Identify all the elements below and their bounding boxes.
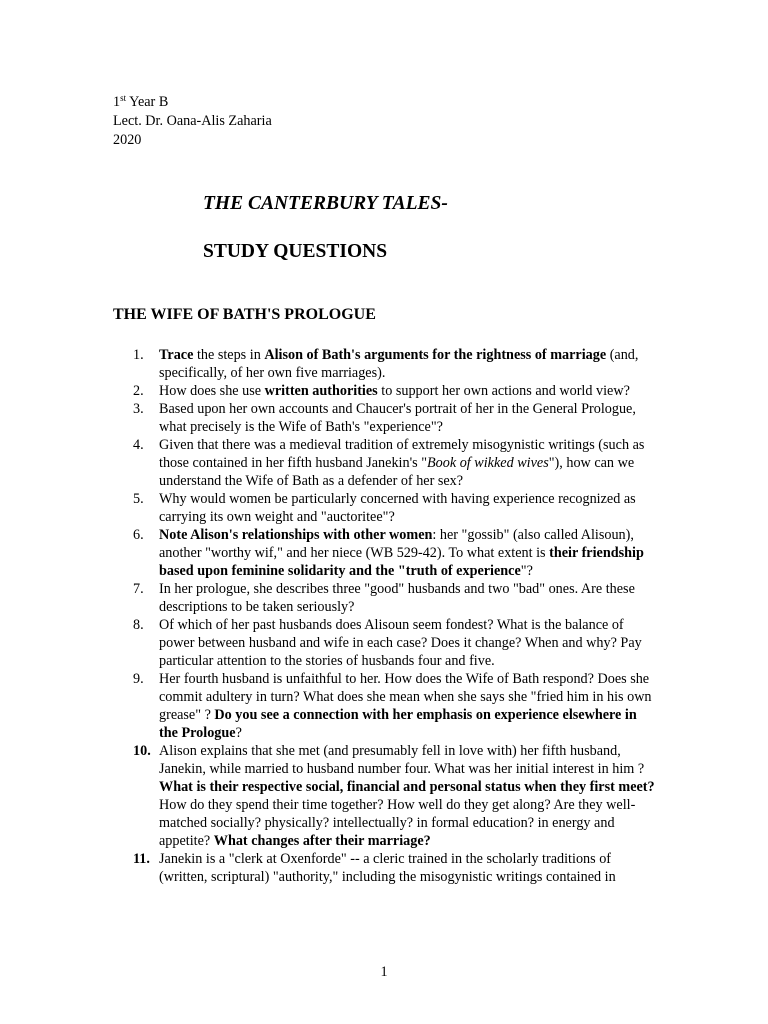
question-item [113,346,658,382]
question-text: Do you see a connection with her emphasis on experience elsewhere in the Prologue [159,707,637,741]
question-number: 8. [133,617,144,633]
question-number: 5. [133,491,144,507]
question-text: Janekin is a "clerk at Oxenforde" -- a cleric trained in the scholarly traditions of (written, scriptural) "authority," including the misogynistic writings contained in [159,851,616,885]
question-item [113,616,658,670]
question-number: 2. [133,383,144,399]
document-subtitle: STUDY QUESTIONS [203,241,388,262]
question-item [113,670,658,742]
question-text: Given that there was a medieval tradition of extremely misogynistic writings (such as those contained in her fifth husband Janekin's " [159,437,645,471]
question-text: "? [520,563,533,579]
question-item [113,526,658,580]
question-text: What changes after their marriage? [213,833,431,849]
course-year: 1st Year B [113,93,169,110]
question-text: How do they spend their time together? How well do they get along? Are they well-matched socially? physically? intellectually? in formal education? in energy and appetite? [159,797,636,849]
question-text: Trace [159,347,194,363]
question-number: 9. [133,671,144,687]
question-text: Why would women be particularly concerned with having experience recognized as carrying its own weight and "auctoritee"? [159,491,636,525]
question-text: Alison explains that she met (and presumably fell in love with) her fifth husband, Janekin, while married to husband number four. What was her initial interest in him ? [159,743,645,777]
question-text: their friendship based upon feminine solidarity and the "truth of experience [159,545,644,579]
question-number: 11. [133,851,150,867]
question-text: Based upon her own accounts and Chaucer's portrait of her in the General Prologue, what precisely is the Wife of Bath's "experience"? [159,401,636,435]
question-item [113,400,658,436]
question-text: What is their respective social, financial and personal status when they first meet? [159,779,655,795]
question-text: In her prologue, she describes three "good" husbands and two "bad" ones. Are these descriptions to be taken seriously? [159,581,635,615]
question-text: the steps in [193,347,265,363]
question-text: to support her own actions and world view? [377,383,630,399]
document-title: THE CANTERBURY TALES- [203,193,448,214]
question-text: (and, specifically, of her own five marriages). [159,347,639,381]
page-number: 1 [380,964,388,980]
question-item [113,382,658,400]
question-item [113,742,658,850]
question-item [113,580,658,616]
question-number: 4. [133,437,144,453]
question-number: 3. [133,401,144,417]
document-year: 2020 [113,132,142,148]
question-item [113,850,658,886]
question-text: Alison of Bath's arguments for the rightness of marriage [264,347,607,363]
document-header [113,93,272,150]
question-number: 7. [133,581,144,597]
question-text: written authorities [264,383,378,399]
question-text: How does she use [159,383,265,399]
question-text: ? [235,725,242,741]
question-item [113,490,658,526]
question-number: 10. [133,743,151,759]
question-list [113,346,658,886]
question-item [113,436,658,490]
question-text: Book of wikked wives [427,455,549,471]
question-text: Note Alison's relationships with other women [159,527,433,543]
section-heading: THE WIFE OF BATH'S PROLOGUE [113,306,376,323]
question-text: "), how can we understand the Wife of Bath as a defender of her sex? [159,455,635,489]
question-number: 6. [133,527,144,543]
question-text: : her "gossib" (also called Alisoun), another "worthy wif," and her niece (WB 529-42). To what extent is [159,527,634,561]
question-text: Of which of her past husbands does Alisoun seem fondest? What is the balance of power between husband and wife in each case? Does it change? When and why? Pay particular attention to the stories of husbands four and five. [159,617,642,669]
lecturer-name: Lect. Dr. Oana-Alis Zaharia [113,113,272,129]
question-number: 1. [133,347,144,363]
question-text: Her fourth husband is unfaithful to her. How does the Wife of Bath respond? Does she commit adultery in turn? What does she mean when she says she "fried him in his own grease" ? [159,671,652,723]
